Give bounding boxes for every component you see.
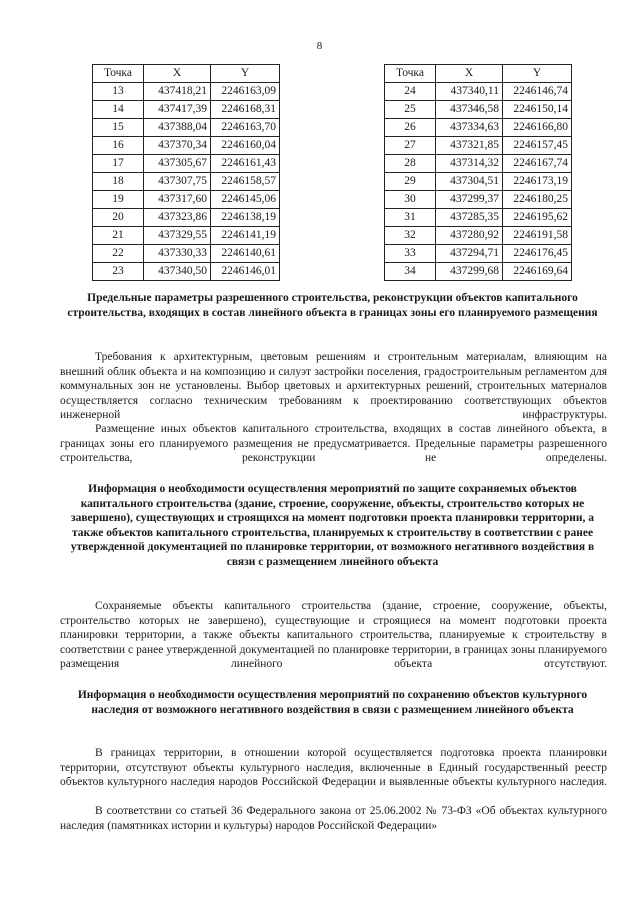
table-header-row	[385, 65, 572, 83]
y-cell: 2246138,19	[211, 209, 280, 227]
x-cell: 437340,11	[436, 83, 503, 101]
paragraph-preserved-objects: Сохраняемые объекты капитального строительства (здание, строение, сооружение, объекты, строительство которых не завершено), существующие и строящиеся на момент подготовки проекта планировки территории, а также объекты капитального строительства, планируемые к строительству в соответствии с ранее утвержденной документацией по планировке территории, в границах зоны планируемого размещения линейного объекта отсутствуют.	[60, 600, 607, 670]
y-cell: 2246140,61	[211, 245, 280, 263]
x-cell: 437280,92	[436, 227, 503, 245]
x-cell: 437294,71	[436, 245, 503, 263]
header-x: X	[436, 65, 503, 83]
y-cell: 2246158,57	[211, 173, 280, 191]
table-row	[93, 227, 280, 245]
table-row	[93, 137, 280, 155]
x-cell: 437314,32	[436, 155, 503, 173]
y-cell: 2246191,58	[503, 227, 572, 245]
table-header-row	[93, 65, 280, 83]
point-cell: 24	[385, 83, 436, 101]
table-row	[385, 137, 572, 155]
header-y: Y	[211, 65, 280, 83]
point-cell: 32	[385, 227, 436, 245]
point-cell: 19	[93, 191, 144, 209]
point-cell: 34	[385, 263, 436, 281]
table-row	[385, 119, 572, 137]
x-cell: 437299,37	[436, 191, 503, 209]
table-row	[385, 191, 572, 209]
header-point: Точка	[385, 65, 436, 83]
table-row	[93, 263, 280, 281]
point-cell: 16	[93, 137, 144, 155]
table-row	[93, 173, 280, 191]
y-cell: 2246169,64	[503, 263, 572, 281]
table-row	[93, 245, 280, 263]
y-cell: 2246141,19	[211, 227, 280, 245]
y-cell: 2246146,74	[503, 83, 572, 101]
table-row	[93, 119, 280, 137]
x-cell: 437321,85	[436, 137, 503, 155]
point-cell: 13	[93, 83, 144, 101]
x-cell: 437304,51	[436, 173, 503, 191]
point-cell: 33	[385, 245, 436, 263]
point-cell: 31	[385, 209, 436, 227]
x-cell: 437417,39	[144, 101, 211, 119]
header-x: X	[144, 65, 211, 83]
table-row	[385, 263, 572, 281]
y-cell: 2246163,70	[211, 119, 280, 137]
x-cell: 437305,67	[144, 155, 211, 173]
point-cell: 20	[93, 209, 144, 227]
table-row	[385, 83, 572, 101]
point-cell: 18	[93, 173, 144, 191]
point-cell: 28	[385, 155, 436, 173]
y-cell: 2246161,43	[211, 155, 280, 173]
table-row	[93, 191, 280, 209]
coordinates-table-right	[384, 64, 572, 281]
x-cell: 437317,60	[144, 191, 211, 209]
y-cell: 2246160,04	[211, 137, 280, 155]
paragraph-other-objects: Размещение иных объектов капитального строительства, входящих в состав линейного объекта, в границах зоны его планируемого размещения не предусматривается. Предельные параметры разрешенного строительства, реконструкции не определены.	[60, 423, 607, 464]
section-heading-protection-measures: Информация о необходимости осуществления мероприятий по защите сохраняемых объектов капитального строительства (здание, строение, сооружение, объекты, строительство которых не завершено), существующих и строящихся на момент подготовки проекта планировки территории, а также объектов капитального строительства, планируемых к строительству в соответствии с ранее утвержденной документацией по планировке территории, от возможного негативного воздействия в связи с размещением линейного объекта	[70, 483, 595, 568]
table-row	[385, 227, 572, 245]
point-cell: 25	[385, 101, 436, 119]
x-cell: 437323,86	[144, 209, 211, 227]
x-cell: 437388,04	[144, 119, 211, 137]
x-cell: 437418,21	[144, 83, 211, 101]
y-cell: 2246145,06	[211, 191, 280, 209]
x-cell: 437285,35	[436, 209, 503, 227]
point-cell: 30	[385, 191, 436, 209]
y-cell: 2246168,31	[211, 101, 280, 119]
point-cell: 14	[93, 101, 144, 119]
point-cell: 17	[93, 155, 144, 173]
paragraph-cultural-heritage-absence: В границах территории, в отношении которой осуществляется подготовка проекта планировки территории, отсутствуют объекты культурного наследия, включенные в Единый государственный реестр объектов культурного наследия народов Российской Федерации и выявленные объекты культурного наследия.	[60, 747, 607, 788]
y-cell: 2246157,45	[503, 137, 572, 155]
section-heading-construction-parameters: Предельные параметры разрешенного строительства, реконструкции объектов капитального строительства, входящих в состав линейного объекта в границах зоны его планируемого размещения	[67, 292, 598, 319]
point-cell: 27	[385, 137, 436, 155]
coordinates-table-left	[92, 64, 280, 281]
table-row	[93, 101, 280, 119]
point-cell: 22	[93, 245, 144, 263]
y-cell: 2246150,14	[503, 101, 572, 119]
x-cell: 437370,34	[144, 137, 211, 155]
table-row	[93, 209, 280, 227]
x-cell: 437299,68	[436, 263, 503, 281]
y-cell: 2246166,80	[503, 119, 572, 137]
x-cell: 437334,63	[436, 119, 503, 137]
point-cell: 29	[385, 173, 436, 191]
y-cell: 2246180,25	[503, 191, 572, 209]
header-point: Точка	[93, 65, 144, 83]
table-row	[93, 83, 280, 101]
point-cell: 23	[93, 263, 144, 281]
header-y: Y	[503, 65, 572, 83]
table-row	[385, 245, 572, 263]
x-cell: 437307,75	[144, 173, 211, 191]
x-cell: 437346,58	[436, 101, 503, 119]
table-row	[385, 209, 572, 227]
x-cell: 437340,50	[144, 263, 211, 281]
point-cell: 26	[385, 119, 436, 137]
x-cell: 437329,55	[144, 227, 211, 245]
table-row	[385, 101, 572, 119]
page-number: 8	[316, 40, 323, 52]
point-cell: 21	[93, 227, 144, 245]
table-row	[93, 155, 280, 173]
y-cell: 2246146,01	[211, 263, 280, 281]
paragraph-architectural-requirements: Требования к архитектурным, цветовым решениям и строительным материалам, влияющим на внешний облик объекта и на композицию и силуэт застройки поселения, градостроительным регламентом для коммунальных зон не установлены. Выбор цветовых и архитектурных решений, строительных материалов осуществляется согласно техническим требованиям к проектированию соответствующих объектов инженерной инфраструктуры.	[60, 351, 607, 421]
y-cell: 2246167,74	[503, 155, 572, 173]
x-cell: 437330,33	[144, 245, 211, 263]
table-row	[385, 173, 572, 191]
section-heading-cultural-heritage: Информация о необходимости осуществления мероприятий по сохранению объектов культурного наследия от возможного негативного воздействия в связи с размещением линейного объекта	[77, 689, 588, 716]
point-cell: 15	[93, 119, 144, 137]
y-cell: 2246176,45	[503, 245, 572, 263]
y-cell: 2246195,62	[503, 209, 572, 227]
table-row	[385, 155, 572, 173]
y-cell: 2246163,09	[211, 83, 280, 101]
y-cell: 2246173,19	[503, 173, 572, 191]
paragraph-federal-law-reference: В соответствии со статьей 36 Федерального закона от 25.06.2002 № 73-ФЗ «Об объектах культурного наследия (памятниках истории и культуры) народов Российской Федерации»	[60, 805, 607, 832]
